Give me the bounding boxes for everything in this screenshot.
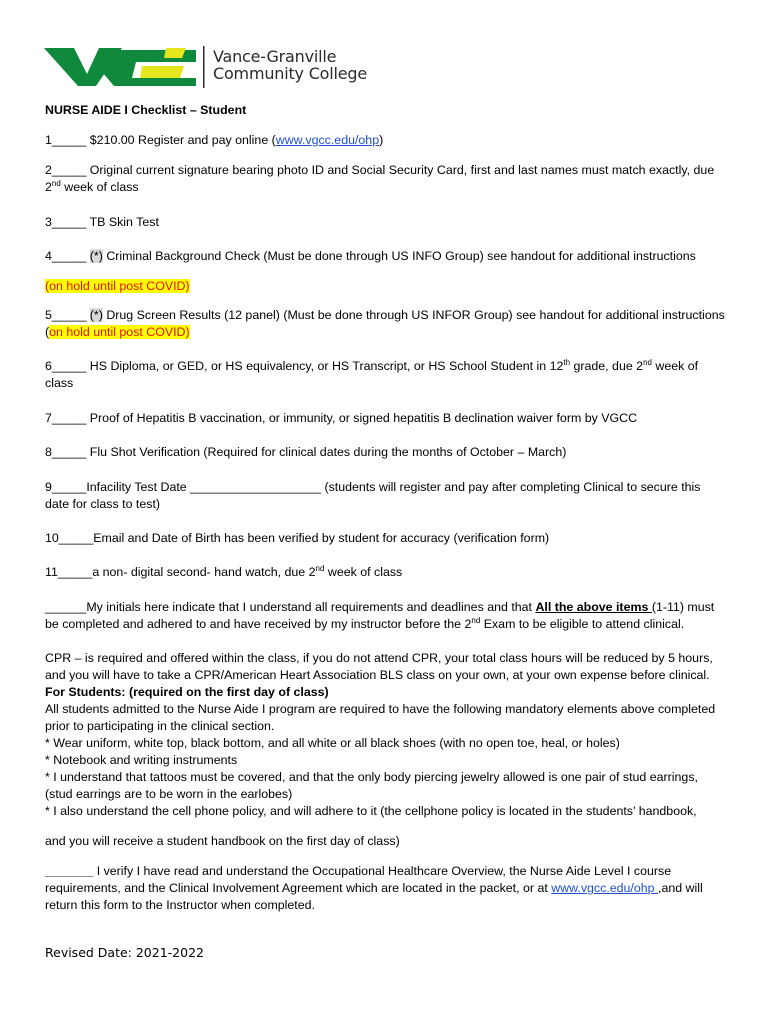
checklist-item-8: 8_____ Flu Shot Verification (Required for clinical dates during the months of October – March) [45, 445, 567, 459]
item-11-b: week of class [324, 565, 403, 579]
item-6-a: 6_____ HS Diploma, or GED, or HS equivalency, or HS Transcript, or HS School Student in 12 [45, 359, 564, 373]
item-4-text: Criminal Background Check (Must be done through US INFO Group) see handout for additional instructions [102, 249, 696, 263]
verify-a: I verify I have read and understand the Occupational Healthcare Overview, the Nurse Aide Level I course requirements, and the Clinical Involvement Agreement which are located in the packet, or at [45, 864, 672, 895]
college-name [213, 48, 367, 82]
checklist-item-2 [45, 162, 725, 196]
item-6-c: week of class [45, 359, 699, 390]
ohp-link-2[interactable]: www.vgcc.edu/ohp [551, 881, 658, 895]
item-1-suffix: ) [379, 133, 384, 147]
college-name-line1: Vance-Granville [213, 47, 337, 66]
checklist-item-3: 3_____ TB Skin Test [45, 215, 159, 229]
page-title: NURSE AIDE I Checklist – Student [45, 103, 247, 117]
item-4-prefix: 4_____ [45, 249, 90, 263]
checklist-item-5 [45, 307, 725, 341]
checklist-item-9: 9_____Infacility Test Date ___________________ (students will register and pay after completing Clinical to secure this date for class to test) [45, 480, 701, 511]
checklist-item-10: 10_____Email and Date of Birth has been verified by student for accuracy (verification form) [45, 531, 550, 545]
initials-a: ______My initials here indicate that I understand all requirements and deadlines and that [45, 600, 536, 614]
checklist-item-7: 7_____ Proof of Hepatitis B vaccination, or immunity, or signed hepatitis B declination waiver form by VGCC [45, 411, 638, 425]
item-11-a: 11_____a non- digital second- hand watch, due 2 [45, 565, 316, 579]
ohp-link[interactable]: www.vgcc.edu/ohp [275, 133, 380, 147]
item-4-hold: (on hold until post COVID) [45, 279, 190, 293]
verify-statement [45, 863, 725, 914]
students-bullet-2: * Notebook and writing instruments [45, 753, 238, 767]
item-1-text: 1_____ $210.00 Register and pay online ( [45, 133, 276, 147]
item-5-prefix: 5_____ [45, 308, 90, 322]
verify-blank: _______ [45, 864, 94, 878]
checklist-item-11 [45, 564, 725, 581]
students-bullet-4: * I also understand the cell phone policy, and will adhere to it (the cellphone policy is located in the students’ handbook, [45, 804, 697, 818]
students-bullet-3: * I understand that tattoos must be covered, and that the only body piercing jewelry allowed is one pair of stud earrings, (stud earrings are to be worn in the earlobes) [45, 770, 698, 801]
item-2-tail: week of class [60, 180, 139, 194]
item-2-text: 2_____ Original current signature bearing photo ID and Social Security Card, first and last names must match exactly, due 2 [45, 163, 715, 194]
item-5-star: (*) [89, 308, 103, 322]
item-4-hold-note [45, 278, 725, 295]
item-11-sup: nd [315, 563, 325, 573]
item-2-sup: nd [51, 178, 61, 188]
college-name-line2: Community College [213, 64, 367, 83]
checklist-item-1 [45, 132, 725, 149]
students-intro: All students admitted to the Nurse Aide I program are required to have the following mandatory elements above completed prior to participating in the clinical section. [45, 702, 716, 733]
initials-bold: All the above items [535, 600, 652, 614]
initials-c: Exam to be eligible to attend clinical. [480, 617, 685, 631]
initials-sup: nd [471, 615, 481, 625]
students-bullet-4-cont: and you will receive a student handbook on the first day of class) [45, 834, 400, 848]
item-5-hold: on hold until post COVID) [49, 325, 190, 339]
item-6-sup2: nd [643, 357, 652, 367]
item-4-star: (*) [89, 249, 103, 263]
item-6-sup1: th [563, 357, 571, 367]
students-heading: For Students: (required on the first day of class) [45, 685, 329, 699]
students-bullet-1: * Wear uniform, white top, black bottom, and all white or all black shoes (with no open toe, heal, or holes) [45, 736, 620, 750]
item-6-b: grade, due 2 [570, 359, 644, 373]
cpr-note: CPR – is required and offered within the class, if you do not attend CPR, your total class hours will be reduced by 5 hours, and you will have to take a CPR/American Heart Association BLS class on your own, at your own expense before clinical. [45, 651, 713, 682]
initials-b: (1-11) must be completed and adhered to and have received by my instructor before the 2 [45, 600, 715, 631]
initials-statement [45, 599, 725, 633]
checklist-item-4 [45, 248, 725, 265]
checklist-item-6 [45, 358, 725, 392]
item-5-text: Drug Screen Results (12 panel) (Must be done through US INFOR Group) see handout for additional instructions ( [45, 308, 725, 339]
verify-b: ,and will return this form to the Instructor when completed. [45, 881, 703, 912]
revised-date: Revised Date: 2021-2022 [45, 945, 204, 960]
